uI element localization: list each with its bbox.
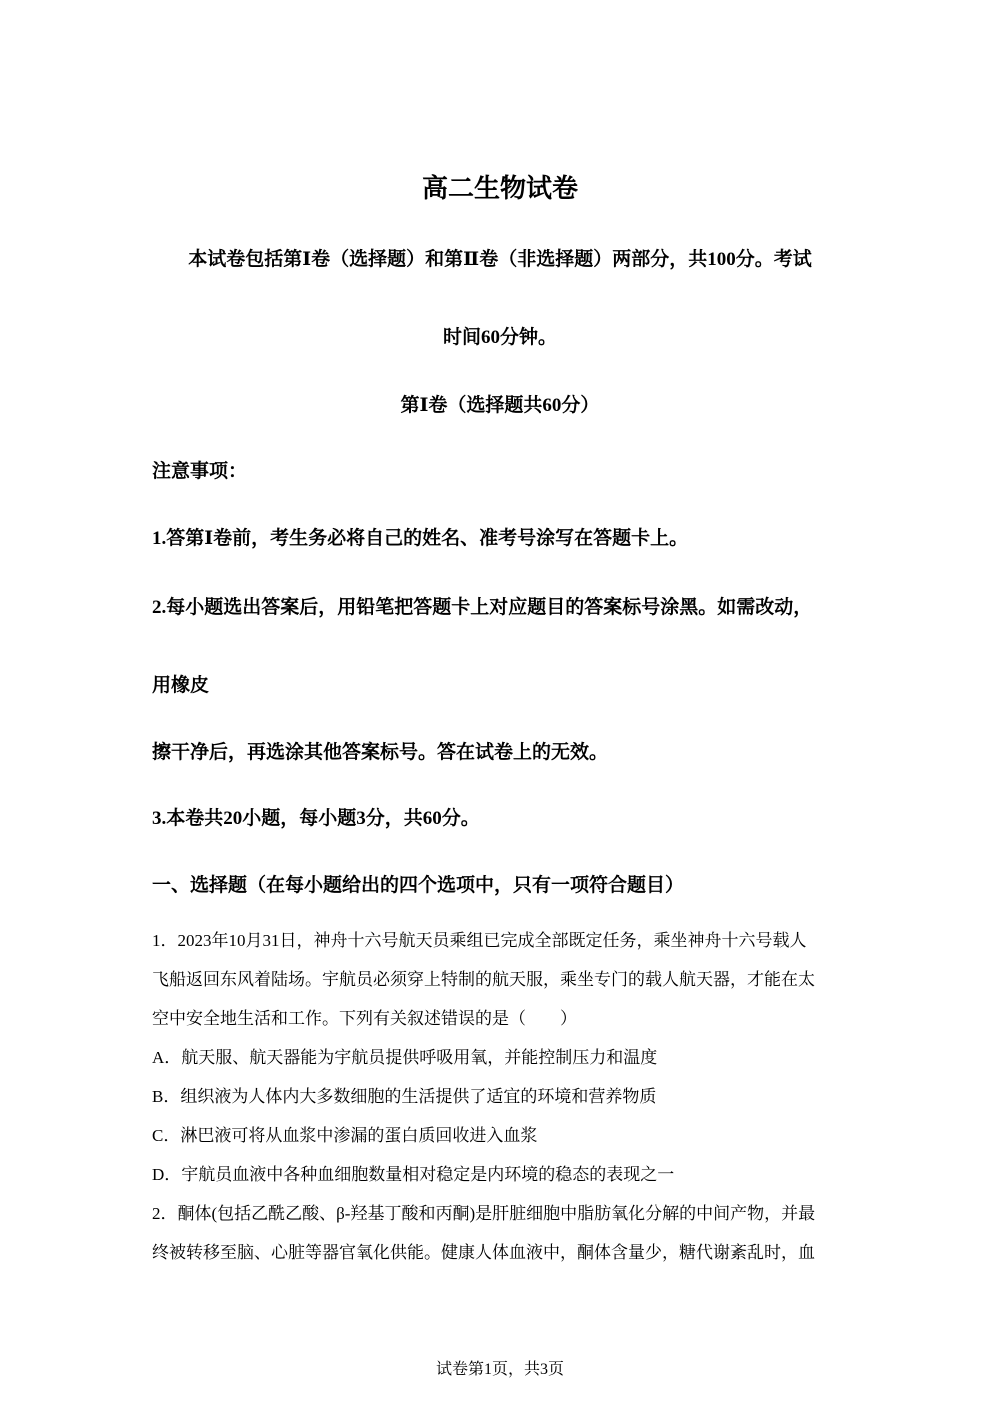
question1-option-c: C．淋巴液可将从血浆中渗漏的蛋白质回收进入血浆 [152,1126,538,1145]
exam-title: 高二生物试卷 [421,174,578,203]
notes-heading: 注意事项： [152,461,248,482]
part-title: 第Ⅰ卷（选择题共60分） [400,395,600,416]
note-item-2-line2: 用橡皮 [152,675,210,696]
question1-option-d: D．宇航员血液中各种血细胞数量相对稳定是内环境的稳态的表现之一 [152,1165,675,1184]
page-footer: 试卷第1页，共3页 [435,1361,564,1378]
question1-line1: 1．2023年10月31日，神舟十六号航天员乘组已完成全部既定任务，乘坐神舟十六号载人 [152,931,807,950]
note-item-2-line1: 2.每小题选出答案后，用铅笔把答题卡上对应题目的答案标号涂黑。如需改动， [152,597,813,618]
question1-option-b: B．组织液为人体内大多数细胞的生活提供了适宜的环境和营养物质 [152,1087,657,1106]
exam-intro-line1: 本试卷包括第Ⅰ卷（选择题）和第Ⅱ卷（非选择题）两部分，共100分。考试 [188,249,812,270]
question2-line2: 终被转移至脑、心脏等器官氧化供能。健康人体血液中，酮体含量少，糖代谢紊乱时，血 [152,1243,815,1262]
question1-line2: 飞船返回东风着陆场。宇航员必须穿上特制的航天服，乘坐专门的载人航天器，才能在太 [152,970,815,989]
question2-line1: 2．酮体(包括乙酰乙酸、β-羟基丁酸和丙酮)是肝脏细胞中脂肪氧化分解的中间产物，并最 [152,1204,816,1223]
section-heading: 一、选择题（在每小题给出的四个选项中，只有一项符合题目） [152,875,685,896]
note-item-2-line3: 擦干净后，再选涂其他答案标号。答在试卷上的无效。 [152,742,609,763]
exam-intro-line2: 时间60分钟。 [442,327,557,348]
note-item-3: 3.本卷共20小题，每小题3分，共60分。 [152,808,480,829]
question1-line3: 空中安全地生活和工作。下列有关叙述错误的是（ ） [152,1009,577,1028]
question1-option-a: A．航天服、航天器能为宇航员提供呼吸用氧，并能控制压力和温度 [152,1048,658,1067]
note-item-1: 1.答第Ⅰ卷前，考生务必将自己的姓名、准考号涂写在答题卡上。 [152,528,689,549]
